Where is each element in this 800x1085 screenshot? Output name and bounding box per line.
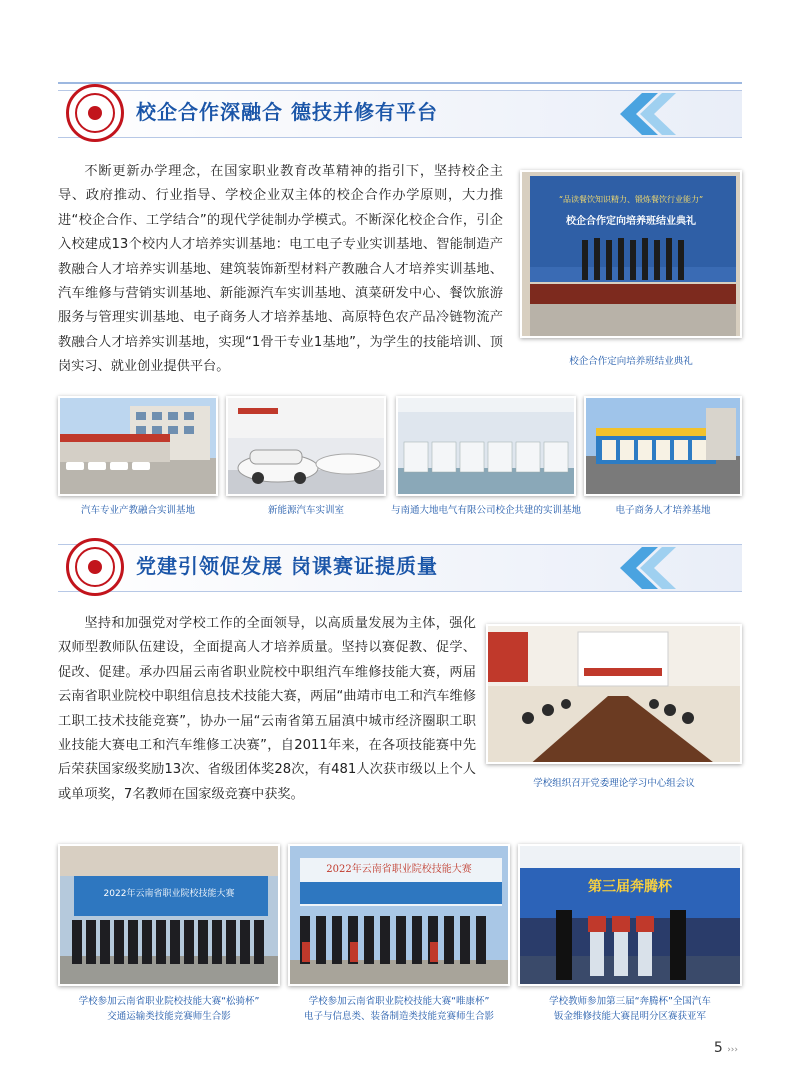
photo-caption-3: 与南通大地电气有限公司校企共建的实训基地 [390,505,581,516]
photo-caption-6: 学校参加云南省职业院校技能大赛“唯康杯” 电子与信息类、装备制造类技能竞赛师生合影 [303,996,494,1022]
page-number: 5 ››› [713,1040,738,1056]
benteng-cup-photo [518,844,742,986]
photo-caption-4: 电子商务人才培养基地 [615,505,711,516]
ceremony-photo [520,170,742,338]
chevron-decoration-icon [618,93,682,135]
section-header-1 [58,82,742,144]
section-title: 党建引领促发展 岗课赛证提质量 [136,554,438,578]
auto-training-base-photo [58,396,218,496]
ceremony-photo-caption: 校企合作定向培养班结业典礼 [569,356,693,367]
photo-banner: 2022年云南省职业院校技能大赛 [326,864,472,875]
ecommerce-base-photo [584,396,742,496]
banner-line1: “品读餐饮知识精力、锻炼餐饮行业能力” [558,195,704,204]
photo-banner: 第三届奔腾杯 [588,879,672,895]
page-arrows-icon: ››› [727,1045,738,1055]
party-meeting-photo [486,624,742,764]
section-title: 校企合作深融合 德技并修有平台 [136,100,438,124]
school-logo [66,84,124,142]
photo-caption-1: 汽车专业产教融合实训基地 [80,505,195,516]
school-logo [66,538,124,596]
joint-training-base-photo [396,396,576,496]
chevron-decoration-icon [618,547,682,589]
section2-paragraph: 坚持和加强党对学校工作的全面领导，以高质量发展为主体，强化双师型教师队伍建设，全面提高人才培养质量。坚持以赛促教、促学、促改、促建。承办四届云南省职业院校中职组汽车维修技能大赛，两届云南省职业院校中职组信息技术技能大赛，两届“曲靖市电工和汽车维修工职工技术技能竞赛”，协办一届“云南省第五届滇中城市经济圈职工职业技能大赛电工和汽车维修工决赛”，自2011年来，在各项技能赛中先后荣获国家级奖励13次、省级团体奖28次，有481人次获市级以上个人或单项奖，7名教师在国家级竞赛中获奖。 [58,616,476,802]
section1-paragraph: 不断更新办学理念，在国家职业教育改革精神的指引下，坚持校企主导、政府推动、行业指导、学校企业双主体的校企合作办学原则，大力推进“校企合作、工学结合”的现代学徒制办学模式。不断深化校企合作，引企入校建成13个校内人才培养实训基地：电工电子专业实训基地、智能制造产教融合人才培养实训基地、建筑装饰新型材料产教融合人才培养实训基地、汽车维修与营销实训基地、新能源汽车实训基地、滇菜研发中心、餐饮旅游服务与管理实训基地、电子商务人才培养基地、高原特色农产品冷链物流产教融合人才培养实训基地，实现“1骨干专业1基地”，为学生的技能培训、顶岗实习、就业创业提供平台。 [58,164,503,375]
banner-line2: 校企合作定向培养班结业典礼 [566,216,696,227]
nev-training-room-photo [226,396,386,496]
photo-banner: 2022年云南省职业院校技能大赛 [103,889,235,899]
photo-caption-5: 学校参加云南省职业院校技能大赛“松骑杯” 交通运输类技能竞赛师生合影 [78,996,260,1022]
photo-caption-2: 新能源汽车实训室 [267,505,344,516]
section-header-2 [58,536,742,598]
photo-caption-7: 学校教师参加第三届“奔腾杯”全国汽车 钣金维修技能大赛昆明分区赛获亚军 [549,996,711,1022]
weikang-cup-group-photo [288,844,510,986]
songqi-cup-group-photo [58,844,280,986]
party-meeting-caption: 学校组织召开党委理论学习中心组会议 [533,778,695,789]
